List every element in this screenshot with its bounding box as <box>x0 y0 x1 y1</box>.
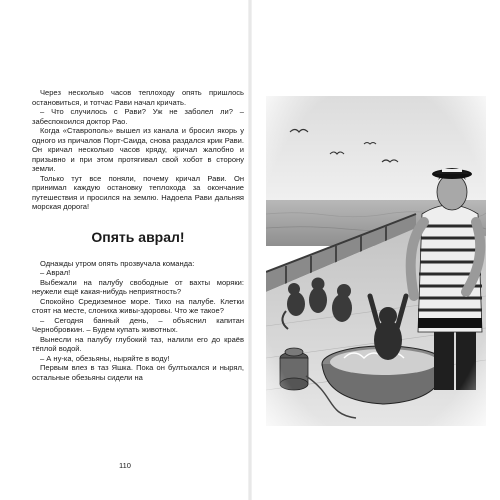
paragraph: – Сегодня банный день, – объяснил капитан Чернобровкин. – Будем купать животных. <box>32 315 244 334</box>
paragraph: Вынесли на палубу глубокий таз, налили его до краёв тёплой водой. <box>32 334 244 353</box>
paragraph: Выбежали на палубу свободные от вахты моряки: неужели ещё какая-нибудь неприятность? <box>32 277 244 296</box>
paragraph: Когда «Ставрополь» вышел из канала и бросил якорь у одного из причалов Порт-Саида, снова раздался крик Рави. Он кричал несколько часов кряду, кричал жалобно и призывно и при этом протягивал свой хобот в сторону земли. <box>32 126 244 173</box>
paragraph: Однажды утром опять прозвучала команда: <box>40 258 195 268</box>
page-text <box>32 88 244 382</box>
paragraph: Спокойно Средиземное море. Тихо на палубе. Клетки стоят на месте, слониха живы-здоровы. Что же такое? <box>32 296 244 315</box>
paragraph: Через несколько часов теплоходу опять пришлось остановиться, и тотчас Рави начал кричать. <box>32 88 244 107</box>
right-page <box>252 0 500 500</box>
page-number: 110 <box>119 461 131 470</box>
paragraph: – Аврал! <box>40 268 71 277</box>
paragraph: Только тут все поняли, почему кричал Рави. Он принимал каждую остановку теплохода за окончание путешествия и просился на землю. Надоела Рави дальняя морская дорога! <box>32 173 244 211</box>
paragraph: Первым влез в таз Яшка. Пока он бултыхался и нырял, остальные обезьяны сидели на <box>32 363 244 382</box>
paragraph: – Что случилось с Рави? Уж не заболел ли? – забеспокоился доктор Рао. <box>32 107 244 126</box>
chapter-title: Опять аврал! <box>91 228 185 245</box>
illustration-sailor-bathing-monkeys <box>266 96 486 426</box>
paragraph: – А ну-ка, обезьяны, ныряйте в воду! <box>40 353 170 363</box>
